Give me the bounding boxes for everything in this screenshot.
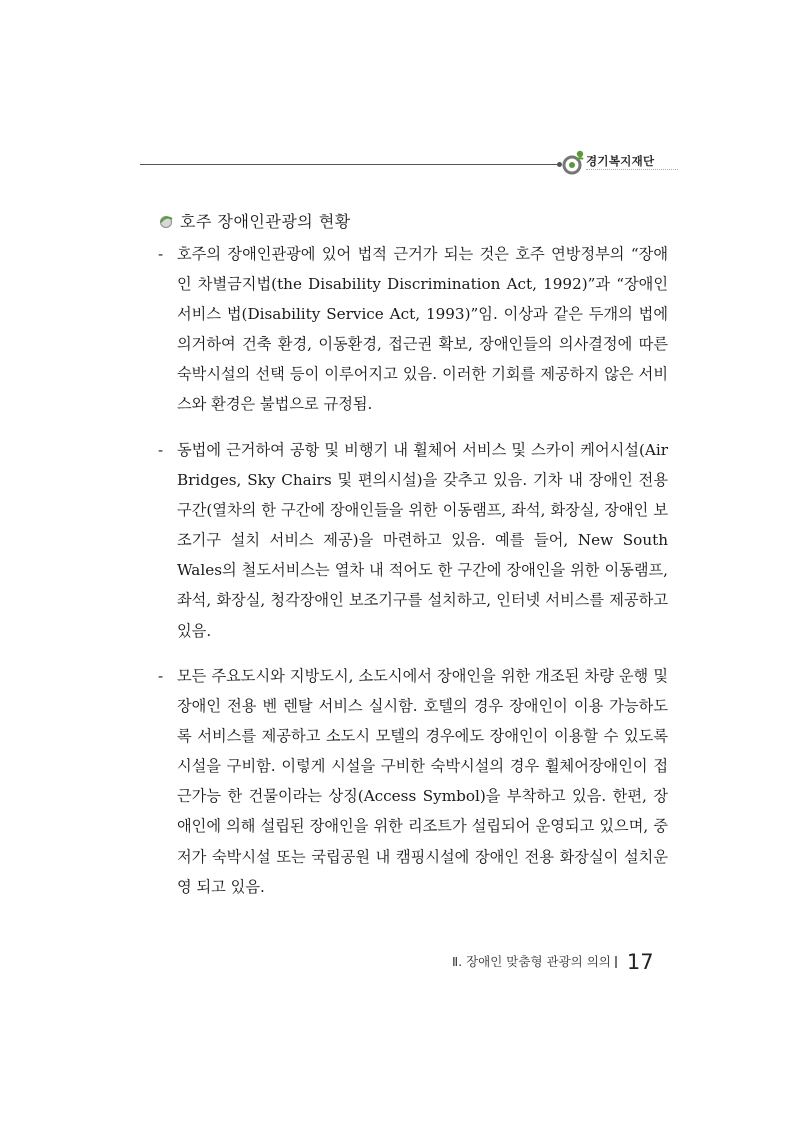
page-number: 17 [626,950,654,974]
page-footer [452,951,654,973]
header-rule [140,164,558,165]
paragraph-text: 동법에 근거하여 공항 및 비행기 내 휠체어 서비스 및 스카이 케어시설(Air Bridges, Sky Chairs 및 편의시설)을 갖추고 있음. 기차 내 장애인 전용구간(열차의 한 구간에 장애인들을 위한 이동램프, 좌석, 화장실, 장애인 보조기구 설치 서비스 제공)을 마련하고 있음. 예를 들어, New South Wales의 철도서비스는 열차 내 적어도 한 구간에 장애인을 위한 이동램프, 좌석, 화장실, 청각장애인 보조기구를 설치하고, 인터넷 서비스를 제공하고 있음. [177,441,668,640]
footer-separator [615,956,617,968]
footer-chapter-title: Ⅱ. 장애인 맞춤형 관광의 의의 [452,954,611,969]
org-name-underline [586,169,678,170]
paragraph-text: 호주의 장애인관광에 있어 법적 근거가 되는 것은 호주 연방정부의 “장애인 차별금지법(the Disability Discrimination Act, 1992)”과 “장애인 서비스 법(Disability Service Act, 1993)”임. 이상과 같은 두개의 법에 의거하여 건축 환경, 이동환경, 접근권 확보, 장애인들의 의사결정에 따른 숙박시설의 선택 등이 이루어지고 있음. 이러한 기회를 제공하지 않은 서비스와 환경은 불법으로 규정됨. [177,245,668,414]
list-marker: - [158,667,164,685]
paragraph-accommodation [158,661,668,902]
section-bullet-icon [158,213,174,229]
paragraph-text: 모든 주요도시와 지방도시, 소도시에서 장애인을 위한 개조된 차량 운행 및 장애인 전용 벤 렌탈 서비스 실시함. 호텔의 경우 장애인이 이용 가능하도록 서비스를 제공하고 소도시 모텔의 경우에도 장애인이 이용할 수 있도록 시설을 구비함. 이렇게 시설을 구비한 숙박시설의 경우 휠체어장애인이 접근가능 한 건물이라는 상징(Access Symbol)을 부착하고 있음. 한편, 장애인에 의해 설립된 장애인을 위한 리조트가 설립되어 운영되고 있으며, 중저가 숙박시설 또는 국립공원 내 캠핑시설에 장애인 전용 화장실이 설치운영 되고 있음. [177,667,668,896]
section-title [158,209,351,232]
paragraph-transport-services [158,435,668,646]
section-title-text: 호주 장애인관광의 현황 [180,212,351,231]
org-logo [562,148,692,180]
list-marker: - [158,245,164,263]
org-name: 경기복지재단 [586,154,655,168]
list-marker: - [158,441,164,459]
paragraph-legal-basis [158,239,668,420]
foundation-logo-icon [562,148,586,178]
